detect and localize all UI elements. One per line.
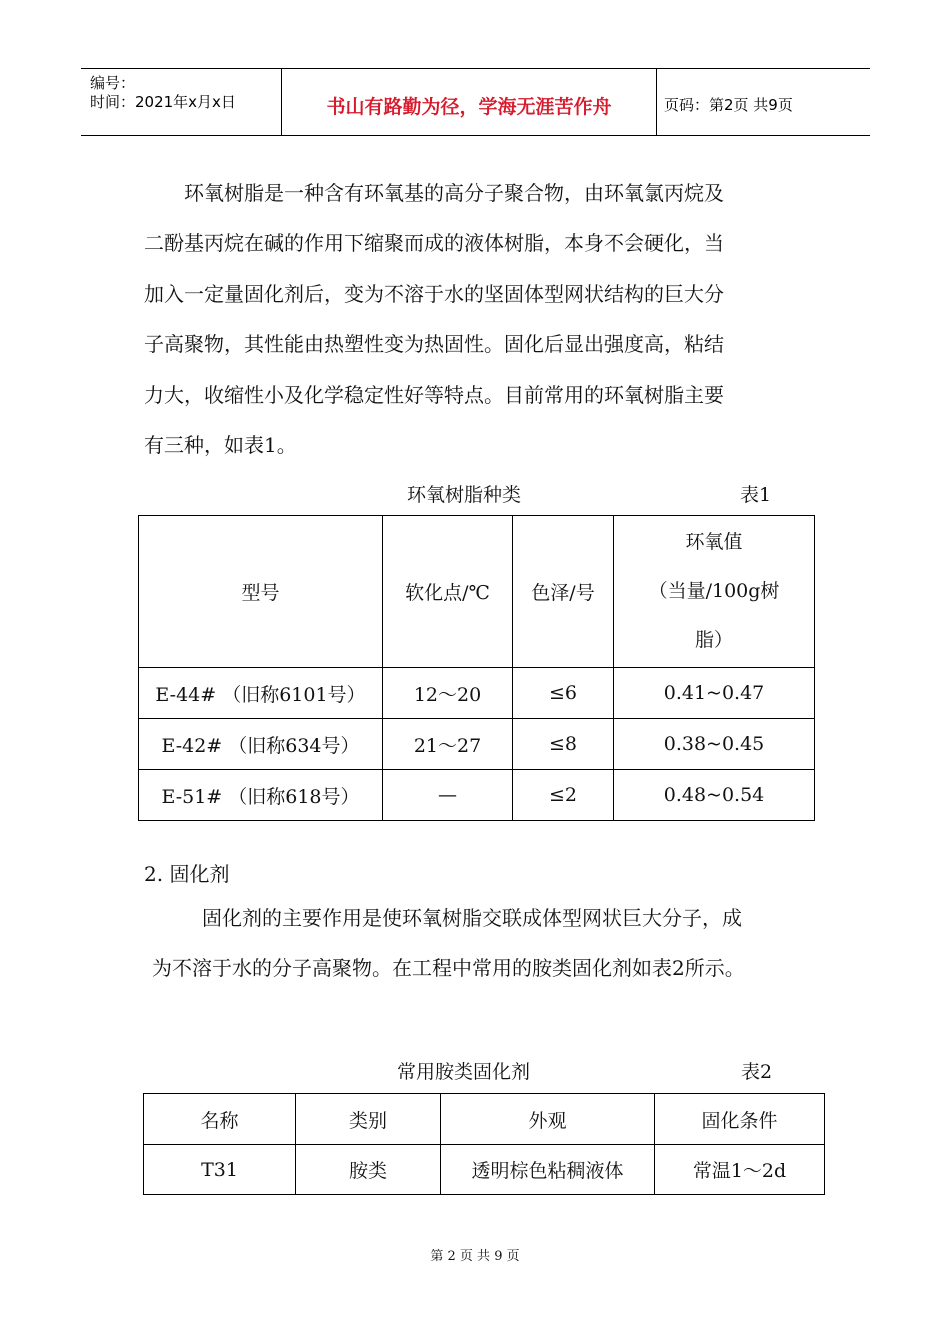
table1 (138, 515, 815, 821)
table2-header-name: 名称 (144, 1094, 296, 1145)
intro-line: 环氧树脂是一种含有环氧基的高分子聚合物，由环氧氯丙烷及 (184, 181, 724, 205)
table1-cell-softening: 21～27 (383, 719, 513, 770)
table1-cell-softening: — (383, 770, 513, 821)
table1-cell-color: ≤8 (513, 719, 614, 770)
table1-cell-model: E-51# （旧称618号） (139, 770, 383, 821)
table-row (144, 1145, 825, 1195)
table1-label: 表1 (740, 484, 772, 506)
table1-header-epoxy-line1: 环氧值 (685, 531, 743, 553)
table-row (139, 668, 815, 719)
page-footer: 第 2 页 共 9 页 (430, 1249, 520, 1264)
header-page-label: 页码：第2页 共9页 (664, 96, 793, 114)
table2-header-curing: 固化条件 (655, 1094, 825, 1145)
table1-header-epoxy-line2: （当量/100g树 (648, 580, 780, 602)
intro-paragraph (144, 168, 824, 470)
intro-line: 二酚基丙烷在碱的作用下缩聚而成的液体树脂，本身不会硬化，当 (144, 231, 724, 256)
table2-cell-appearance: 透明棕色粘稠液体 (441, 1145, 655, 1195)
table2 (143, 1093, 825, 1195)
table1-header-model: 型号 (139, 516, 383, 668)
header-number-label: 编号： (90, 74, 136, 92)
intro-line: 加入一定量固化剂后，变为不溶于水的坚固体型网状结构的巨大分 (144, 281, 724, 306)
section2-line: 为不溶于水的分子高聚物。在工程中常用的胺类固化剂如表2所示。 (152, 956, 745, 981)
table1-cell-color: ≤6 (513, 668, 614, 719)
table1-header-epoxy (614, 516, 815, 668)
header-bottom-rule (81, 135, 870, 136)
section2-heading: 2. 固化剂 (144, 862, 230, 886)
table1-cell-softening: 12～20 (383, 668, 513, 719)
table1-header-row (139, 516, 815, 668)
section2-line: 固化剂的主要作用是使环氧树脂交联成体型网状巨大分子，成 (202, 906, 742, 930)
table1-header-softening: 软化点/℃ (383, 516, 513, 668)
intro-line: 力大，收缩性小及化学稳定性好等特点。目前常用的环氧树脂主要 (144, 382, 724, 407)
section2-paragraph (152, 893, 832, 994)
table-row (139, 719, 815, 770)
table1-cell-epoxy: 0.41~0.47 (614, 668, 815, 719)
table-row (139, 770, 815, 821)
table2-cell-category: 胺类 (296, 1145, 441, 1195)
table2-caption: 常用胺类固化剂 (397, 1061, 531, 1083)
table1-caption: 环氧树脂种类 (407, 484, 522, 506)
header-divider-right (656, 68, 657, 136)
intro-line: 有三种，如表1。 (144, 432, 297, 457)
table2-header-row (144, 1094, 825, 1145)
table1-cell-epoxy: 0.38~0.45 (614, 719, 815, 770)
table1-cell-model: E-44# （旧称6101号） (139, 668, 383, 719)
header-motto: 书山有路勤为径，学海无涯苦作舟 (326, 96, 612, 118)
table2-label: 表2 (741, 1061, 773, 1083)
header-time-label: 时间：2021年x月x日 (90, 93, 236, 111)
table1-header-epoxy-line3: 脂） (694, 629, 733, 651)
table2-cell-name: T31 (144, 1145, 296, 1195)
table1-cell-color: ≤2 (513, 770, 614, 821)
table1-cell-model: E-42# （旧称634号） (139, 719, 383, 770)
table2-header-appearance: 外观 (441, 1094, 655, 1145)
table2-header-category: 类别 (296, 1094, 441, 1145)
header-top-rule (81, 68, 870, 69)
intro-line: 子高聚物，其性能由热塑性变为热固性。固化后显出强度高，粘结 (144, 332, 724, 357)
table1-cell-epoxy: 0.48~0.54 (614, 770, 815, 821)
table2-cell-curing: 常温1～2d (655, 1145, 825, 1195)
table1-header-color: 色泽/号 (513, 516, 614, 668)
